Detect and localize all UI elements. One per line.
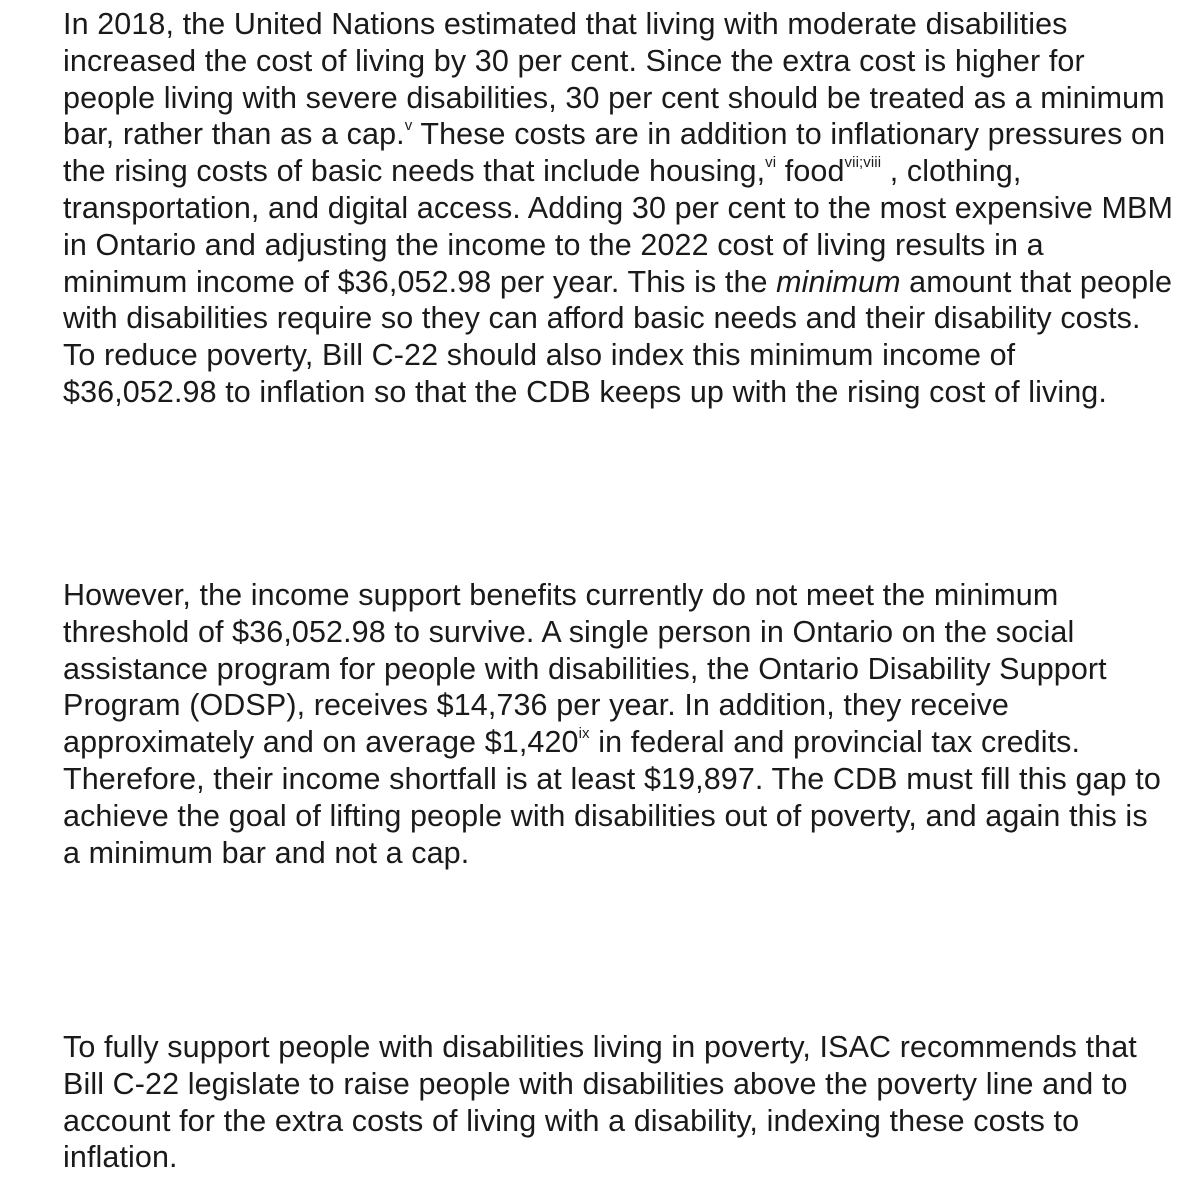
p2-text-1: However, the income support benefits currently do not meet the minimum threshold of $36,052.98 to survive. A single person in Ontario on the social assistance program for people with disabilities, the Ontario Disability Support Program (ODSP), receives $14,736 per year. In addition, they receive approximately and on average $1,420	[63, 578, 1107, 760]
p1-text-1: In 2018, the United Nations estimated that living with moderate disabilities increased the cost of living by 30 per cent. Since the extra cost is higher for people living with severe disabilities, 30 per cent should be treated as a minimum bar, rather than as a cap.	[63, 7, 1165, 152]
p1-text-5: amount that people with disabilities require so they can afford basic needs and their disability costs. To reduce poverty, Bill C-22 should also index this minimum income of $36,052.98 to inflation so that the CDB keeps up with the rising cost of living.	[63, 264, 1173, 409]
paragraph-recommendation	[63, 1029, 1173, 1176]
p3-text: To fully support people with disabilities living in poverty, ISAC recommends that Bill C-22 legislate to raise people with disabilities above the poverty line and to account for the extra costs of living with a disability, indexing these costs to inflation.	[63, 1030, 1137, 1175]
footnote-ref-ix: ix	[578, 725, 590, 743]
footnote-ref-v: v	[404, 117, 413, 135]
p1-text-4: , clothing, transportation, and digital access. Adding 30 per cent to the most expensive MBM in Ontario and adjusting the income to the 2022 cost of living results in a minimum income of $36,052.98 per year. This is the	[63, 154, 1174, 299]
emphasis-minimum: minimum	[776, 264, 901, 299]
footnote-ref-vii-viii: vii;viii	[844, 154, 882, 172]
paragraph-cost-of-living	[63, 6, 1173, 411]
paragraph-income-shortfall	[63, 577, 1173, 871]
footnote-ref-vi: vi	[765, 154, 777, 172]
p2-text-2: in federal and provincial tax credits. Therefore, their income shortfall is at least $19,897. The CDB must fill this gap to achieve the goal of lifting people with disabilities out of poverty, and again this is a minimum bar and not a cap.	[63, 725, 1161, 870]
p1-text-2: These costs are in addition to inflationary pressures on the rising costs of basic needs that include housing,	[63, 117, 1166, 189]
p1-text-3: food	[776, 154, 845, 189]
